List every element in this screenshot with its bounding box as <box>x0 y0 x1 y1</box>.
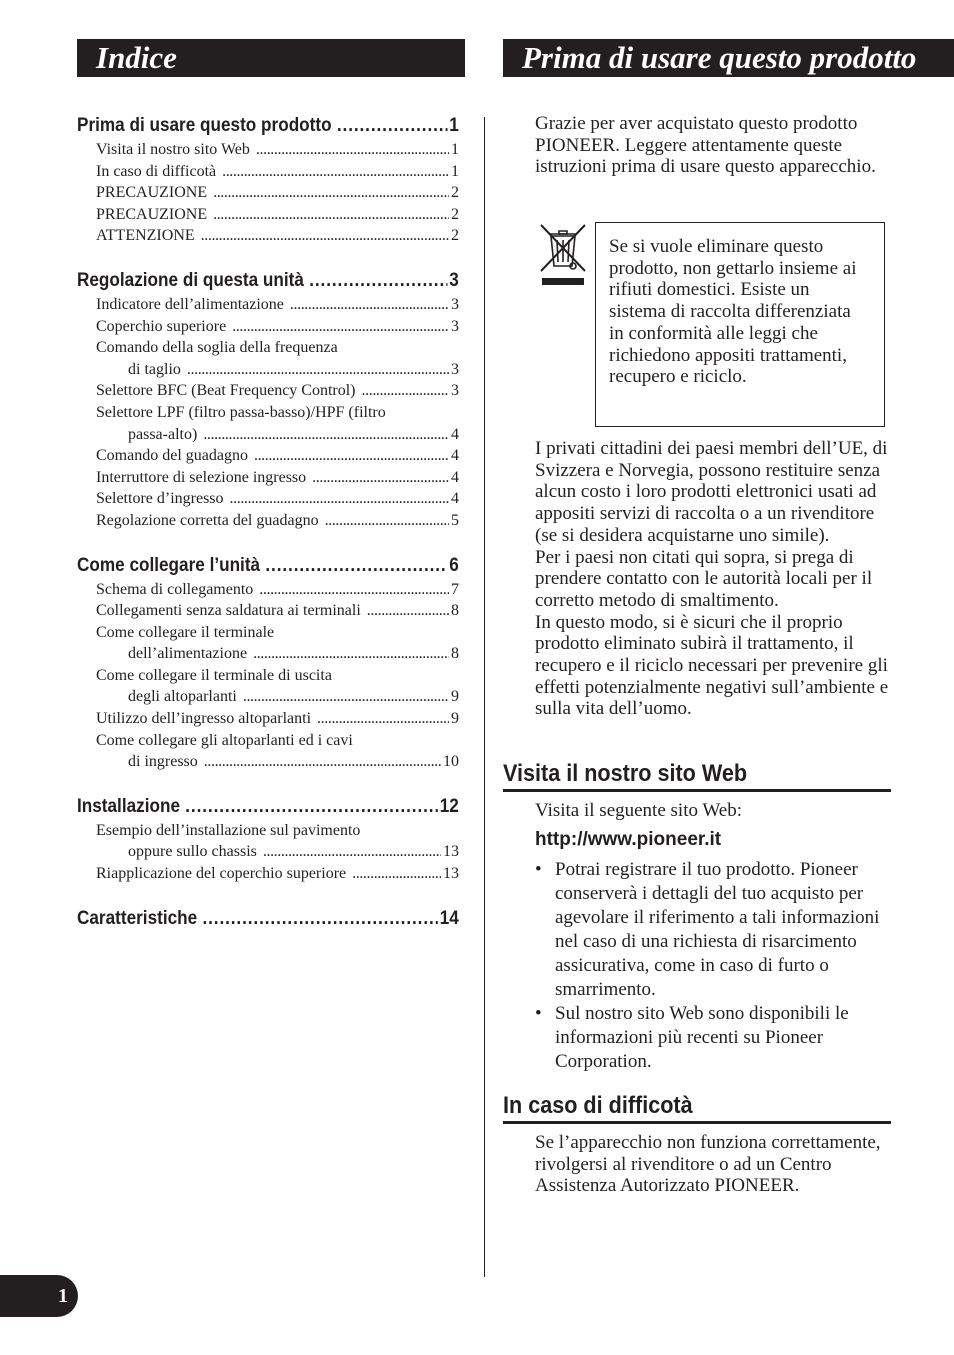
eu-paragraph: In questo modo, si è sicuri che il proprio prodotto eliminato subirà il trattamento, il recupero e il riciclo necessari per prevenire gli effetti potenzialmente negativi sull’ambiente e sulla vita dell’uomo. <box>535 611 889 720</box>
list-item <box>535 858 895 1002</box>
list-item <box>535 1002 895 1074</box>
toc-leader <box>185 793 438 819</box>
toc-entry[interactable] <box>77 600 459 622</box>
toc-section <box>77 552 459 773</box>
toc-section-title[interactable] <box>77 552 459 578</box>
toc-page: 3 <box>451 317 459 335</box>
toc-leader <box>256 139 449 161</box>
bullet-text: Potrai registrare il tuo prodotto. Pioneer conserverà i dettagli del tuo acquisto per agevolare il riferimento a tali informazioni nel caso di una richiesta di risarcimento assicurativa, come in caso di furto o smarrimento. <box>555 859 880 1000</box>
toc-entry-label: Interruttore di selezione ingresso <box>96 468 307 486</box>
toc-entry-label: ATTENZIONE <box>96 227 195 245</box>
toc-leader <box>204 751 441 773</box>
toc-entry-first-line: Selettore LPF (filtro passa-basso)/HPF (filtro <box>96 403 386 421</box>
toc-page: 1 <box>451 162 459 180</box>
page-number: 1 <box>0 1275 78 1317</box>
toc-entry-label: Collegamenti senza saldatura ai terminali <box>96 602 361 620</box>
recycle-notice-box <box>595 222 885 427</box>
toc-leader <box>202 905 438 931</box>
toc-entry-label: degli altoparlanti <box>128 688 237 706</box>
toc-title-label: Regolazione di questa unità <box>77 268 304 291</box>
toc-entry-label: Schema di collegamento <box>96 580 254 598</box>
toc-page: 8 <box>451 602 459 620</box>
eu-paragraph: I privati cittadini dei paesi membri dell’UE, di Svizzera e Norvegia, possono restituire senza alcun costo i loro prodotti elettronici usati ad appositi servizi di raccolta o a un rivenditore (se si desidera acquistarne uno simile). <box>535 438 888 546</box>
toc-page: 14 <box>439 906 459 929</box>
toc-page: 4 <box>451 468 459 486</box>
toc-leader <box>259 579 449 601</box>
eu-paragraph: Per i paesi non citati qui sopra, si prega di prendere contatto con le autorità locali per il corretto metodo di smaltimento. <box>535 546 873 611</box>
toc-entry-label: di ingresso <box>128 753 198 771</box>
toc-section <box>77 267 459 532</box>
toc-page: 2 <box>451 227 459 245</box>
toc-entry-label: passa-alto) <box>128 425 198 443</box>
toc-leader <box>213 182 449 204</box>
website-link[interactable]: http://www.pioneer.it <box>535 829 722 850</box>
toc-leader <box>263 841 441 863</box>
toc-title-label: Prima di usare questo prodotto <box>77 114 332 136</box>
intro-paragraph: Grazie per aver acquistato questo prodotto PIONEER. Leggere attentamente queste istruzioni prima di usare questo apparecchio. <box>535 113 876 178</box>
toc-page: 2 <box>451 184 459 202</box>
toc-leader <box>201 225 449 247</box>
web-bullet-list <box>535 858 895 1074</box>
toc-entry[interactable] <box>77 359 459 381</box>
web-section-heading <box>503 759 891 792</box>
toc-entry[interactable] <box>77 225 459 247</box>
toc-entry-label: di taglio <box>128 360 181 378</box>
toc-leader <box>312 467 449 489</box>
weee-bin-icon <box>536 222 590 288</box>
toc-leader <box>362 380 449 402</box>
toc-leader <box>337 112 448 138</box>
toc-leader <box>253 643 449 665</box>
toc-entry[interactable] <box>77 380 459 402</box>
toc-entry-label: Riapplicazione del coperchio superiore <box>96 865 347 883</box>
toc-leader <box>352 863 441 885</box>
toc-page: 3 <box>449 268 459 291</box>
toc-entry-first-line: Come collegare il terminale di uscita <box>96 666 332 684</box>
toc-leader <box>187 359 449 381</box>
bullet-icon: • <box>535 1003 542 1024</box>
toc-section <box>77 112 459 247</box>
toc-page: 12 <box>439 794 459 817</box>
toc-entry-label: Comando del guadagno <box>96 447 248 465</box>
toc-section-title[interactable] <box>77 793 459 819</box>
toc-leader <box>317 708 449 730</box>
difficulty-section-heading <box>503 1091 891 1124</box>
toc-page: 13 <box>443 843 459 861</box>
toc-entry[interactable] <box>77 686 459 708</box>
bullet-text: Sul nostro sito Web sono disponibili le informazioni più recenti su Pioneer Corporation. <box>555 1003 849 1072</box>
toc-page: 3 <box>451 295 459 313</box>
toc-entry-label: oppure sullo chassis <box>128 843 257 861</box>
toc-page: 7 <box>451 580 459 598</box>
toc-leader <box>213 204 449 226</box>
eu-disposal-text <box>535 438 895 720</box>
difficulty-heading-text: In caso di difficotà <box>503 1092 693 1119</box>
recycle-notice-text: Se si vuole eliminare questo prodotto, non gettarlo insieme ai rifiuti domestici. Esiste un sistema di raccolta differenziata in conformità alle leggi che richiedono appositi trattamenti, recupero e riciclo. <box>609 236 857 388</box>
toc-leader <box>325 510 449 532</box>
toc-entry-label: Selettore BFC (Beat Frequency Control) <box>96 382 356 400</box>
toc-entry-label: Indicatore dell’alimentazione <box>96 295 284 313</box>
toc-leader <box>290 294 449 316</box>
toc-page: 5 <box>451 511 459 529</box>
toc-page: 1 <box>451 141 459 158</box>
toc-leader <box>309 267 447 293</box>
toc-entry[interactable] <box>77 161 459 183</box>
toc-entry[interactable] <box>77 863 459 885</box>
toc-entry-label: dell’alimentazione <box>128 645 248 663</box>
toc-leader <box>222 161 449 183</box>
toc-entry-label: Visita il nostro sito Web <box>96 141 250 158</box>
toc-section <box>77 905 459 931</box>
toc-page: 4 <box>451 447 459 465</box>
toc-title-label: Come collegare l’unità <box>77 553 261 576</box>
toc-leader <box>203 424 449 446</box>
toc-page: 4 <box>451 425 459 443</box>
toc-entry[interactable] <box>77 467 459 489</box>
toc-page: 6 <box>449 553 459 576</box>
section-header: Prima di usare questo prodotto <box>503 39 954 77</box>
toc-section <box>77 793 459 885</box>
toc-entry[interactable] <box>77 841 459 863</box>
toc-page: 8 <box>451 645 459 663</box>
toc-page: 9 <box>451 710 459 728</box>
toc-entry[interactable] <box>77 182 459 204</box>
toc-leader <box>243 686 449 708</box>
toc-leader <box>254 445 449 467</box>
toc-section-title[interactable] <box>77 267 459 293</box>
web-intro: Visita il seguente sito Web: <box>535 800 743 821</box>
toc-title-label: Caratteristiche <box>77 906 198 929</box>
toc-entry-label: In caso di difficotà <box>96 162 217 180</box>
toc-entry[interactable] <box>77 316 459 338</box>
toc-leader <box>232 316 449 338</box>
column-divider <box>484 117 485 1277</box>
toc-entry-label: PRECAUZIONE <box>96 184 208 202</box>
toc-entry-label: Utilizzo dell’ingresso altoparlanti <box>96 710 312 728</box>
toc-entry[interactable] <box>77 445 459 467</box>
table-of-contents <box>77 112 459 951</box>
toc-entry-label: Coperchio superiore <box>96 317 227 335</box>
toc-entry-first-line: Come collegare il terminale <box>96 623 275 641</box>
toc-title-label: Installazione <box>77 794 180 817</box>
toc-entry-first-line: Comando della soglia della frequenza <box>96 339 338 357</box>
toc-leader <box>230 488 449 510</box>
web-heading-text: Visita il nostro sito Web <box>503 760 748 787</box>
toc-section-title[interactable] <box>77 905 459 931</box>
toc-entry[interactable] <box>77 643 459 665</box>
toc-entry[interactable] <box>77 708 459 730</box>
toc-entry[interactable] <box>77 424 459 446</box>
toc-header: Indice <box>77 39 465 77</box>
toc-leader <box>367 600 449 622</box>
toc-entry[interactable] <box>77 139 459 161</box>
difficulty-text: Se l’apparecchio non funziona correttamente, rivolgersi al rivenditore o ad un Centro Assistenza Autorizzato PIONEER. <box>535 1132 881 1197</box>
toc-entry-label: Regolazione corretta del guadagno <box>96 511 319 529</box>
toc-entry-first-line: Esempio dell’installazione sul pavimento <box>96 821 361 839</box>
toc-entry[interactable] <box>77 294 459 316</box>
toc-page: 4 <box>451 490 459 508</box>
toc-entry-first-line: Come collegare gli altoparlanti ed i cavi <box>96 731 353 749</box>
toc-leader <box>265 552 447 578</box>
toc-page: 13 <box>443 865 459 883</box>
toc-page: 10 <box>443 753 459 771</box>
toc-page: 1 <box>449 114 459 136</box>
toc-entry[interactable] <box>77 579 459 601</box>
toc-page: 9 <box>451 688 459 706</box>
toc-page: 2 <box>451 205 459 223</box>
toc-entry[interactable] <box>77 488 459 510</box>
toc-page: 3 <box>451 382 459 400</box>
toc-page: 3 <box>451 360 459 378</box>
toc-section-title[interactable] <box>77 112 459 138</box>
toc-entry[interactable] <box>77 751 459 773</box>
toc-entry-label: PRECAUZIONE <box>96 205 208 223</box>
toc-entry[interactable] <box>77 510 459 532</box>
toc-entry[interactable] <box>77 204 459 226</box>
toc-entry-label: Selettore d’ingresso <box>96 490 224 508</box>
bullet-icon: • <box>535 859 542 880</box>
